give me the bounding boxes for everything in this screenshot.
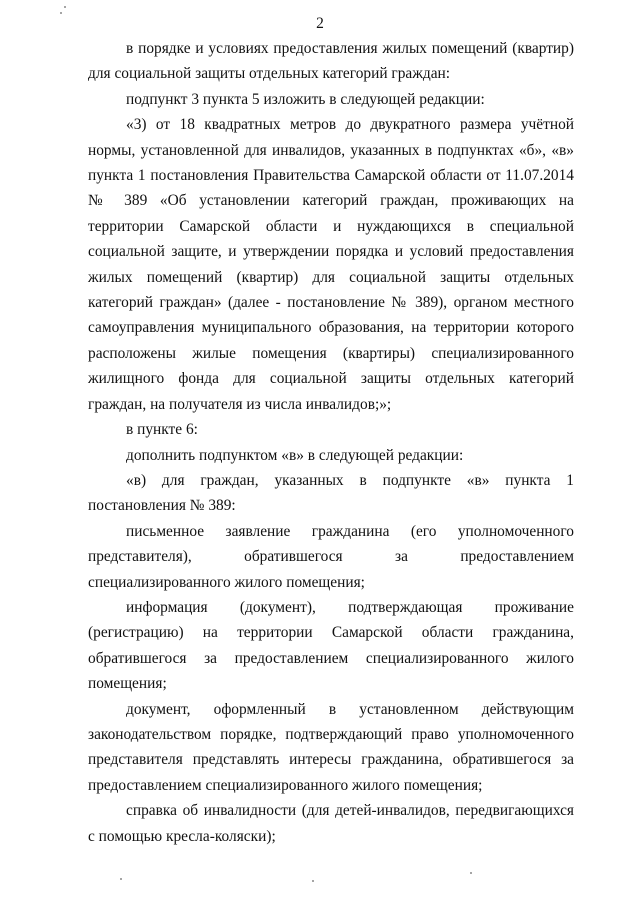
page-number: 2: [316, 15, 324, 32]
paragraph-representative-document: документ, оформленный в установленном действующим законодательством порядке, подтверждающий право уполномоченного представителя представлять интересы гражданина, обратившегося за предоставлением специализированного жилого помещения;: [88, 700, 574, 794]
paragraph-subpoint-3-text: «3) от 18 квадратных метров до двукратного размера учётной нормы, установленной для инвалидов, указанных в подпунктах «б», «в» пункта 1 постановления Правительства Самарской области от 11.07.2014 № 389 «Об установлении категорий граждан, проживающих на территории Самарской области и нуждающихся в специальной социальной защите, и утверждении порядка и условий предоставления жилых помещений (квартир) для социальной защиты отдельных категорий граждан» (далее - постановление № 389), органом местного самоуправления муниципального образования, на территории которого расположены жилые помещения (квартиры) специализированного жилищного фонда для социальной защиты отдельных категорий граждан, на получателя из числа инвалидов;»;: [88, 116, 574, 413]
paragraph-subpoint-v: «в) для граждан, указанных в подпункте «в» пункта 1 постановления № 389:: [88, 471, 574, 515]
scan-speck: [60, 12, 62, 14]
paragraph-intro: в порядке и условиях предоставления жилых помещений (квартир) для социальной защиты отдельных категорий граждан:: [88, 40, 574, 83]
paragraph-disability-certificate: справка об инвалидности (для детей-инвалидов, передвигающихся с помощью кресла-коляски);: [88, 802, 574, 845]
scan-speck: [470, 872, 472, 874]
scan-speck: [120, 878, 122, 880]
scan-speck: [312, 880, 314, 882]
paragraph-point-6: в пункте 6:: [126, 421, 198, 439]
paragraph-add-subpoint: дополнить подпунктом «в» в следующей редакции:: [126, 446, 464, 464]
paragraph-subpoint-instruction: подпункт 3 пункта 5 изложить в следующей редакции:: [126, 90, 485, 108]
paragraph-written-application: письменное заявление гражданина (его уполномоченного представителя), обратившегося за предоставлением специализированного жилого помещения;: [88, 522, 574, 591]
document-body: [88, 36, 574, 849]
scan-speck: [64, 6, 66, 8]
paragraph-residence-info: информация (документ), подтверждающая проживание (регистрацию) на территории Самарской области гражданина, обратившегося за предоставлением специализированного жилого помещения;: [88, 598, 574, 693]
